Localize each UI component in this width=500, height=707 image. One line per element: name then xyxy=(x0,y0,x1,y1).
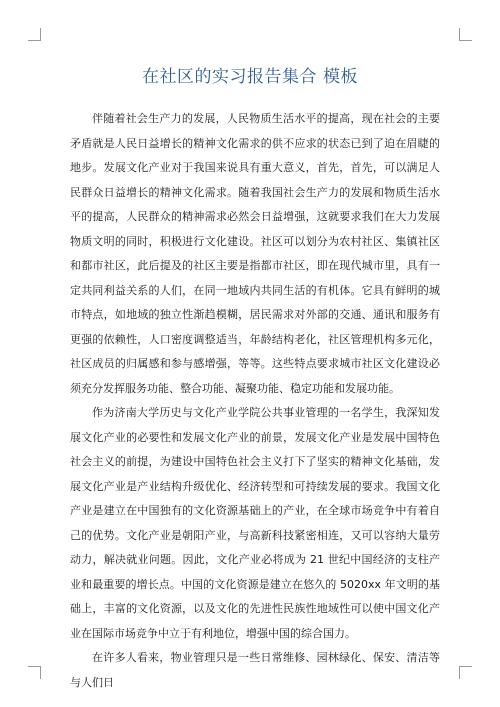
paragraph-2: 作为济南大学历史与文化产业学院公共事业管理的一名学生，我深知发展文化产业的必要性和发展文化产业的前景，发展文化产业是发展中国特色社会主义的前提，为建设中国特色社会主义打下了坚实的精神文化基础，发展文化产业是产业结构升级优化、经济转型和可持续发展的要求。我国文化产业是建立在中国独有的文化资源基础上的产业，在全球市场竞争中有着自己的优势。文化产业是朝阳产业，与高新科技紧密相连，又可以容纳大量劳动力，解决就业问题。因此，文化产业必将成为 21 世纪中国经济的支柱产业和最重要的增长点。中国的文化资源是建立在悠久的 5020xx 年文明的基础上，丰富的文化资源，以及文化的先进性民族性地域性可以使中国文化产业在国际市场竞争中立于有利地位，增强中国的综合国力。 xyxy=(70,406,440,640)
paragraph-3: 在许多人看来，物业管理只是一些日常维修、园林绿化、保安、清洁等与人们日 xyxy=(70,651,440,689)
crop-mark-bottom-right xyxy=(459,666,472,679)
crop-mark-top-left xyxy=(28,28,41,41)
crop-mark-bottom-left xyxy=(28,666,41,679)
document-body xyxy=(70,107,440,689)
crop-mark-top-right xyxy=(459,28,472,41)
document-title: 在社区的实习报告集合 模板 xyxy=(142,67,358,87)
paragraph-1: 伴随着社会生产力的发展，人民物质生活水平的提高，现在社会的主要矛盾就是人民日益增长的精神文化需求的供不应求的状态已到了迫在眉睫的地步。发展文化产业对于我国来说具有重大意义，首先，首先，可以满足人民群众日益增长的精神文化需求。随着我国社会生产力的发展和物质生活水平的提高，人民群众的精神需求必然会日益增强，这就要求我们在大力发展物质文明的同时，积极进行文化建设。社区可以划分为农村社区、集镇社区和都市社区，此后提及的社区主要是指都市社区，即在现代城市里，具有一定共同利益关系的人们，在同一地域内共同生活的有机体。它具有鲜明的城市特点，如地域的独立性渐趋模糊，居民需求对外部的交通、通讯和服务有更强的依赖性，人口密度调整适当，年龄结构老化，社区管理机构多元化，社区成员的归属感和参与感增强，等等。这些特点要求城市社区文化建设必须充分发挥服务功能、整合功能、凝聚功能、稳定功能和发展功能。 xyxy=(70,112,440,395)
